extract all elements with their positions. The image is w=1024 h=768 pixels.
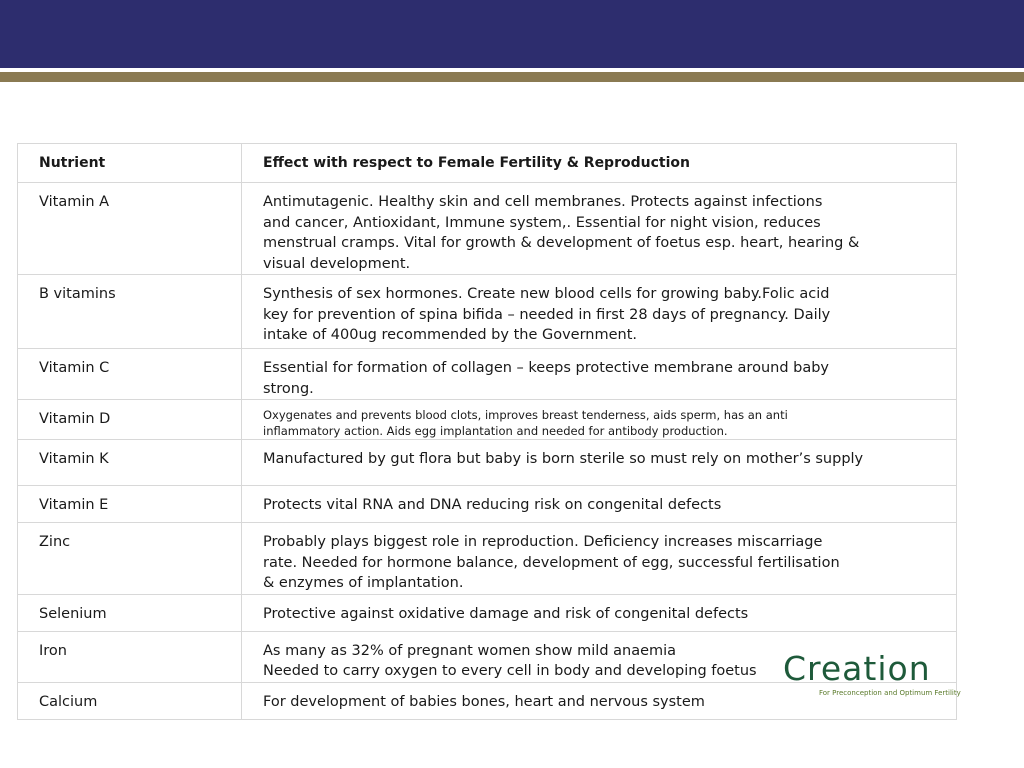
effect-line: Oxygenates and prevents blood clots, improves breast tenderness, aids sperm, has an anti [263,408,788,422]
nutrient-effect [242,594,957,631]
table-row [18,275,957,349]
table-row [18,440,957,486]
effect-line: Essential for formation of collagen – keeps protective membrane around baby [263,360,830,376]
effect-line: key for prevention of spina bifida – needed in first 28 days of pregnancy. Daily [263,306,831,323]
nutrient-effect [242,486,957,523]
table-row [18,349,957,400]
nutrient-name: Vitamin K [18,440,242,486]
nutrient-effect [242,523,957,595]
column-header-effect: Effect with respect to Female Fertility & Reproduction [242,144,957,183]
logo-wordmark: Creation [783,649,931,688]
nutrient-name: Vitamin A [18,183,242,275]
nutrient-effect [242,400,957,440]
effect-line: Needed to carry oxygen to every cell in body and developing foetus [263,663,757,679]
creation-logo [783,649,973,701]
table-row [18,183,957,275]
nutrient-effect [242,440,957,486]
effect-line: Probably plays biggest role in reproduction. Deficiency increases miscarriage [263,534,823,550]
nutrient-name: Zinc [18,523,242,595]
effect-line: strong. [263,380,314,397]
header-divider-accent [0,72,1024,82]
nutrient-name: Vitamin C [18,349,242,400]
effect-line: inflammatory action. Aids egg implantation and needed for antibody production. [263,424,728,438]
nutrient-name: Vitamin D [18,400,242,440]
table-header-row [18,144,957,183]
effect-line: Protective against oxidative damage and risk of congenital defects [263,605,749,622]
table-row [18,523,957,595]
logo-tagline: For Preconception and Optimum Fertility [819,689,961,697]
effect-line: Antimutagenic. Healthy skin and cell membranes. Protects against infections [263,194,823,210]
effect-line: & enzymes of implantation. [263,575,464,591]
effect-line: visual development. [263,255,411,272]
effect-line: rate. Needed for hormone balance, development of egg, successful fertilisation [263,554,840,571]
nutrient-name: Calcium [18,682,242,719]
effect-line: For development of babies bones, heart and nervous system [263,693,705,710]
nutrient-effect [242,349,957,400]
nutrient-effect [242,183,957,275]
effect-line: and cancer, Antioxidant, Immune system,. Essential for night vision, reduces [263,214,821,231]
nutrient-effect [242,275,957,349]
table-row [18,486,957,523]
table-row [18,594,957,631]
table-row [18,400,957,440]
effect-line: Protects vital RNA and DNA reducing risk on congenital defects [263,497,722,513]
effect-line: Manufactured by gut flora but baby is born sterile so must rely on mother’s supply [263,451,864,467]
column-header-nutrient: Nutrient [18,144,242,183]
header-bar [0,0,1024,68]
effect-line: Synthesis of sex hormones. Create new blood cells for growing baby.Folic acid [263,286,830,302]
nutrient-name: Iron [18,631,242,682]
nutrient-name: Selenium [18,594,242,631]
effect-line: menstrual cramps. Vital for growth & development of foetus esp. heart, hearing & [263,235,860,251]
nutrient-name: Vitamin E [18,486,242,523]
nutrient-table [17,143,957,720]
effect-line: intake of 400ug recommended by the Government. [263,327,638,343]
effect-line: As many as 32% of pregnant women show mild anaemia [263,642,677,659]
nutrient-name: B vitamins [18,275,242,349]
